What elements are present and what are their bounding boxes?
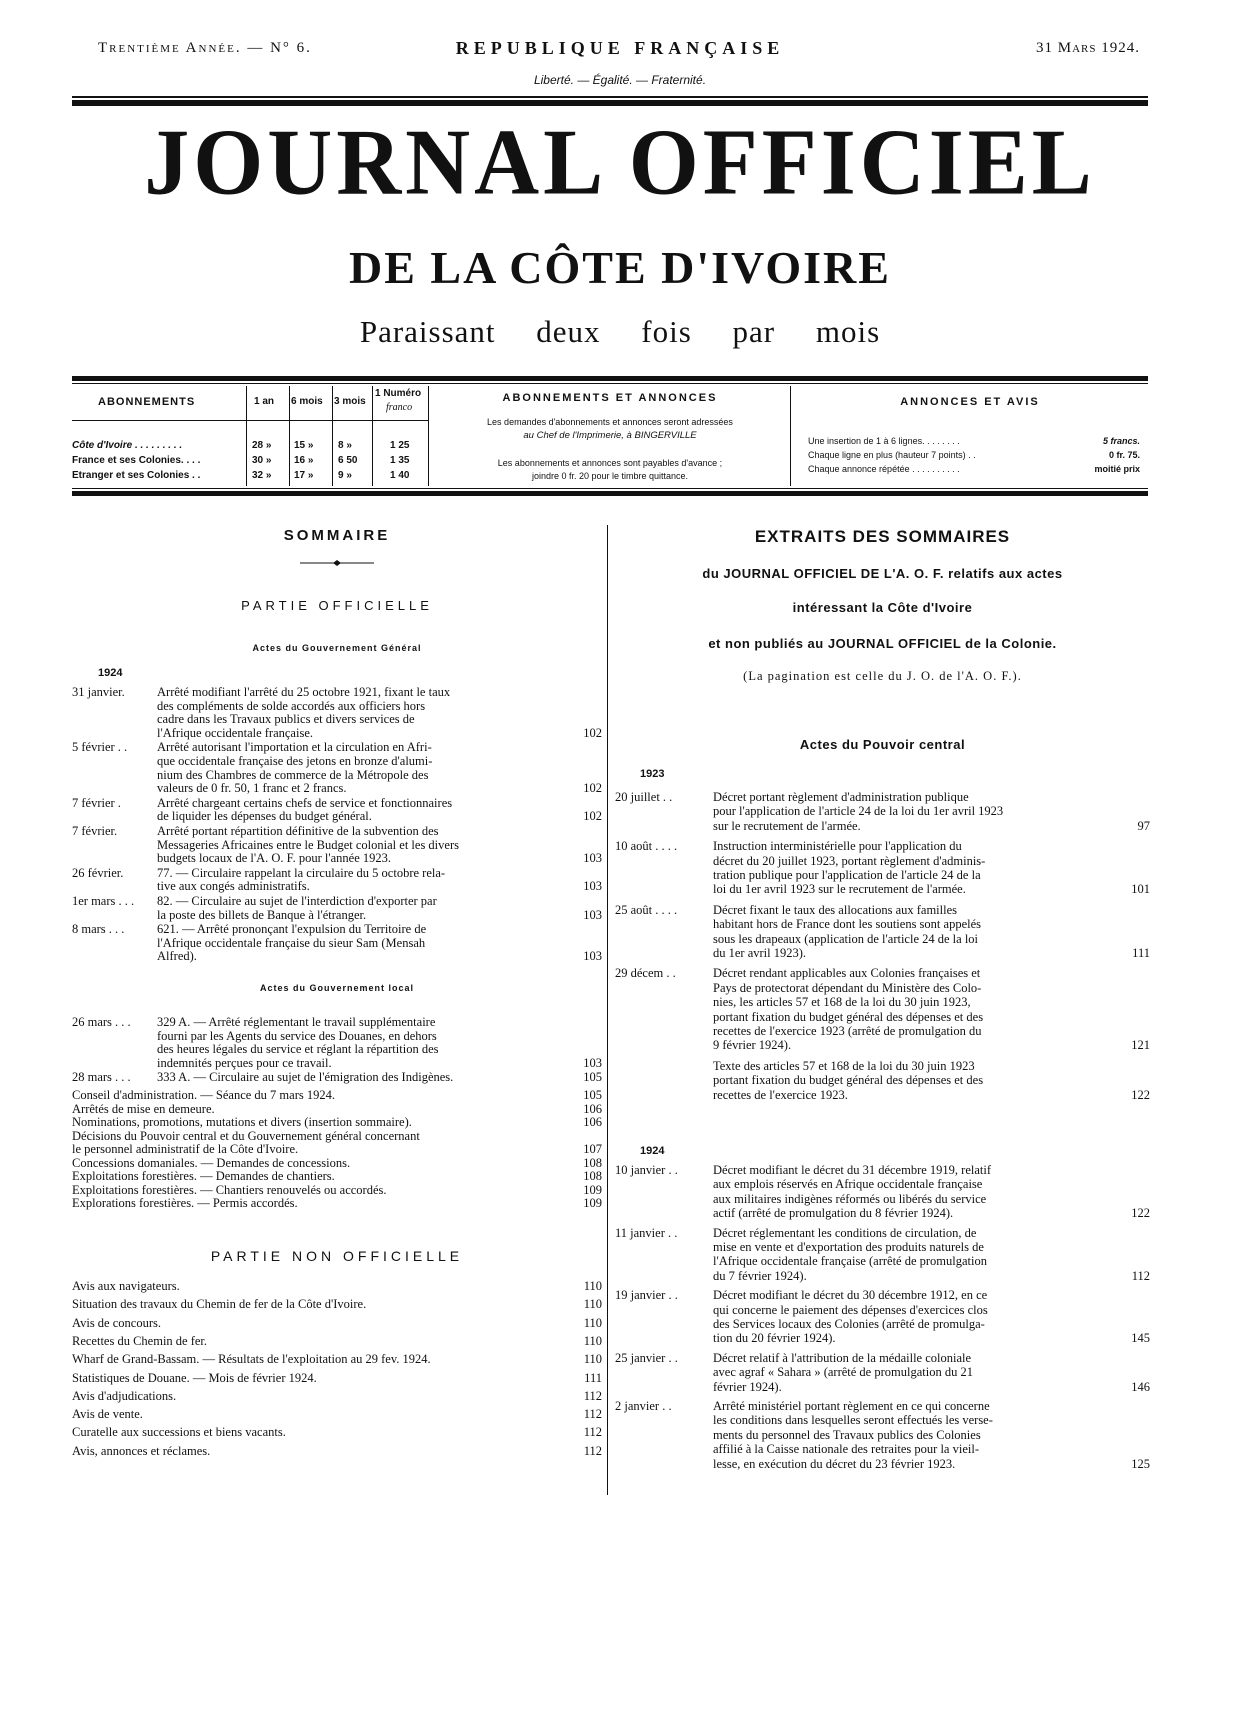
entry-date: 29 décem . . bbox=[615, 966, 676, 981]
toc-entry bbox=[72, 1015, 602, 1069]
entry-page: 111 bbox=[1132, 945, 1150, 960]
line-text: Situation des travaux du Chemin de fer de la Côte d'Ivoire. bbox=[72, 1297, 367, 1312]
entry-text: lesse, en exécution du décret du 23 février 1923. bbox=[713, 1456, 956, 1471]
entry-date: 11 janvier . . bbox=[615, 1225, 678, 1240]
actes-gl-heading: Actes du Gouvernement local bbox=[259, 983, 415, 993]
ornament-divider bbox=[300, 559, 374, 568]
subscription-row bbox=[72, 470, 412, 484]
entry-text: décret du 20 juillet 1923, portant règlement d'adminis- bbox=[713, 853, 986, 868]
entry-text: sous les drapeaux (application de l'article 24 de la loi bbox=[713, 931, 979, 946]
entry-page: 103 bbox=[583, 1055, 602, 1070]
entry-text: tration publique pour l'application de l'article 24 de la bbox=[713, 867, 981, 882]
entry-text: Arrêté autorisant l'importation et la circulation en Afri- bbox=[157, 740, 432, 755]
masthead-frequency: Paraissant deux fois par mois bbox=[359, 314, 881, 349]
line-page: 112 bbox=[583, 1388, 602, 1403]
ornament-divider-icon bbox=[300, 559, 374, 567]
entry-text: actif (arrêté de promulgation du 8 février 1924). bbox=[713, 1206, 954, 1221]
col-numero: 1 Numéro bbox=[375, 388, 422, 399]
entry-text: fourni par les Agents du service des Douanes, en dehors bbox=[157, 1028, 437, 1043]
toc-line bbox=[72, 1142, 602, 1156]
row-numero: 1 35 bbox=[390, 455, 410, 466]
row-1an: 32 » bbox=[252, 470, 272, 481]
issue-number: Trentième Année. — N° 6. bbox=[98, 40, 312, 56]
table-rule-top-thin bbox=[72, 383, 1148, 384]
entry-date: 5 février . . bbox=[72, 740, 128, 755]
rate-text: Chaque annonce répétée . . . . . . . . . . bbox=[808, 464, 960, 474]
toc-line bbox=[72, 1407, 602, 1425]
entry-page: 101 bbox=[1131, 882, 1150, 897]
entry-text: Décret modifiant le décret du 30 décembre 1912, en ce bbox=[713, 1288, 988, 1303]
right-heading: ANNONCES ET AVIS bbox=[900, 396, 1040, 408]
entry-text: aux emplois réservés en Afrique occidentale française bbox=[713, 1177, 983, 1192]
entry-date: 26 février. bbox=[72, 865, 124, 880]
entry-date: 8 mars . . . bbox=[72, 922, 125, 937]
mid-text: au Chef de l'Imprimerie, à BINGERVILLE bbox=[523, 430, 697, 441]
entry-text: Arrêté chargeant certains chefs de service et fonctionnaires bbox=[157, 795, 453, 810]
entry-text: 77. — Circulaire rappelant la circulaire du 5 octobre rela- bbox=[157, 865, 446, 880]
line-text: Statistiques de Douane. — Mois de février 1924. bbox=[72, 1370, 317, 1385]
row-6mois: 17 » bbox=[294, 470, 314, 481]
entry-text: mise en vente et d'exportation des produits naturels de bbox=[713, 1239, 984, 1254]
entry-text: Instruction interministérielle pour l'application du bbox=[713, 839, 962, 854]
table-divider bbox=[790, 386, 791, 486]
line-page: 107 bbox=[583, 1142, 602, 1156]
table-rule-top bbox=[72, 376, 1148, 381]
entry-text: portant fixation du budget général des dépenses et des bbox=[713, 1009, 984, 1024]
subscription-row bbox=[72, 455, 412, 469]
row-1an: 28 » bbox=[252, 440, 272, 451]
row-label: Côte d'Ivoire . . . . . . . . . bbox=[72, 440, 183, 451]
line-page: 110 bbox=[583, 1279, 602, 1293]
line-text: Décisions du Pouvoir central et du Gouvernement général concernant bbox=[72, 1128, 420, 1143]
table-rule-bottom bbox=[72, 491, 1148, 496]
entry-text: du 1er avril 1923). bbox=[713, 945, 807, 960]
toc-line bbox=[72, 1115, 602, 1129]
entry-text: 9 février 1924). bbox=[713, 1038, 792, 1053]
sommaire-heading: SOMMAIRE bbox=[283, 527, 391, 544]
entry-text: tion du 20 février 1924). bbox=[713, 1331, 836, 1346]
entry-text: sur le recrutement de l'armée. bbox=[713, 818, 861, 833]
entry-text: l'Afrique occidentale française du sieur Sam (Mensah bbox=[157, 935, 426, 950]
line-page: 112 bbox=[583, 1407, 602, 1422]
entry-date: 28 mars . . . bbox=[72, 1070, 131, 1085]
table-divider bbox=[428, 386, 429, 486]
toc-entry bbox=[72, 685, 602, 739]
entry-text: qui concerne le paiement des dépenses d'exercices clos bbox=[713, 1302, 988, 1317]
entry-text: l'Afrique occidentale française (arrêté de promulgation bbox=[713, 1254, 987, 1269]
row-numero: 1 25 bbox=[390, 440, 410, 451]
row-label: Etranger et ses Colonies . . bbox=[72, 470, 201, 481]
toc-line bbox=[72, 1297, 602, 1315]
toc-line bbox=[72, 1444, 602, 1462]
mid-text: Les demandes d'abonnements et annonces seront adressées bbox=[487, 417, 733, 427]
actes-gg-heading: Actes du Gouvernement Général bbox=[252, 643, 422, 653]
column-divider bbox=[607, 525, 608, 1495]
entry-date: 25 janvier . . bbox=[615, 1350, 678, 1365]
entry-text: pour l'application de l'article 24 de la loi du 1er avril 1923 bbox=[713, 804, 1004, 819]
entry-page: 102 bbox=[583, 781, 602, 796]
entry-page: 97 bbox=[1137, 818, 1150, 833]
toc-entry bbox=[72, 866, 602, 893]
entry-page: 103 bbox=[583, 851, 602, 866]
masthead-subtitle: DE LA CÔTE D'IVOIRE bbox=[349, 242, 891, 293]
entry-text: Décret portant règlement d'administration publique bbox=[713, 790, 969, 804]
entry-text: 621. — Arrêté prononçant l'expulsion du Territoire de bbox=[157, 922, 427, 937]
toc-line bbox=[72, 1088, 602, 1102]
line-page: 109 bbox=[583, 1196, 602, 1210]
entry-text: nies, les articles 57 et 168 de la loi du 30 juin 1923, bbox=[713, 995, 971, 1010]
line-text: Curatelle aux successions et biens vacants. bbox=[72, 1425, 286, 1440]
toc-entry bbox=[72, 1070, 602, 1084]
masthead-title: JOURNAL OFFICIEL bbox=[144, 110, 1096, 215]
entry-text: cadre dans les Travaux publics et divers services de bbox=[157, 712, 415, 727]
toc-line bbox=[72, 1425, 602, 1443]
line-text: Conseil d'administration. — Séance du 7 mars 1924. bbox=[72, 1088, 335, 1102]
toc-entry bbox=[615, 1226, 1150, 1284]
entry-text: 329 A. — Arrêté réglementant le travail supplémentaire bbox=[157, 1015, 436, 1029]
entry-text: Arrêté modifiant l'arrêté du 25 octobre 1921, fixant le taux bbox=[157, 685, 451, 699]
toc-line bbox=[72, 1156, 602, 1170]
entry-text: tive aux congés administratifs. bbox=[157, 879, 310, 894]
entry-date: 10 août . . . . bbox=[615, 839, 678, 854]
line-page: 106 bbox=[583, 1115, 602, 1129]
entry-page: 102 bbox=[583, 725, 602, 740]
toc-entry bbox=[72, 824, 602, 865]
entry-text: les conditions dans lesquelles seront effectués les verse- bbox=[713, 1413, 993, 1428]
toc-line bbox=[72, 1389, 602, 1407]
actes-pc-heading: Actes du Pouvoir central bbox=[799, 737, 966, 752]
line-text: Avis de vente. bbox=[72, 1407, 143, 1422]
entry-text: Arrêté portant répartition définitive de la subvention des bbox=[157, 824, 439, 838]
entry-text: Décret fixant le taux des allocations aux familles bbox=[713, 902, 958, 917]
entry-text: habitant hors de France dont les soutiens sont appelés bbox=[713, 917, 981, 932]
line-page: 110 bbox=[583, 1333, 602, 1348]
entry-page: 103 bbox=[583, 907, 602, 922]
header-rule-thin bbox=[72, 96, 1148, 98]
line-page: 110 bbox=[583, 1315, 602, 1330]
col-6mois: 6 mois bbox=[291, 396, 323, 407]
entry-page: 146 bbox=[1131, 1379, 1150, 1394]
line-text: Avis d'adjudications. bbox=[72, 1388, 177, 1403]
toc-entry bbox=[615, 1351, 1150, 1394]
extraits-subtitle: du JOURNAL OFFICIEL DE L'A. O. F. relatifs aux actes bbox=[702, 566, 1063, 581]
line-page: 110 bbox=[583, 1297, 602, 1312]
subscriptions-heading: ABONNEMENTS bbox=[98, 396, 196, 408]
entry-text: nium des Chambres de commerce de la Métropole des bbox=[157, 767, 429, 782]
entry-text: de liquider les dépenses du budget général. bbox=[157, 809, 372, 824]
toc-entry bbox=[72, 740, 602, 794]
toc-entry bbox=[72, 922, 602, 963]
row-label: France et ses Colonies. . . . bbox=[72, 455, 201, 466]
entry-text: la poste des billets de Banque à l'étranger. bbox=[157, 907, 367, 922]
entry-date: 7 février . bbox=[72, 795, 121, 810]
entry-page: 145 bbox=[1131, 1331, 1150, 1346]
partie-officielle-heading: PARTIE OFFICIELLE bbox=[241, 598, 433, 613]
line-text: Avis de concours. bbox=[72, 1315, 161, 1330]
toc-entry bbox=[615, 903, 1150, 961]
entry-text: Messageries Africaines entre le Budget colonial et les divers bbox=[157, 837, 459, 852]
extraits-title: EXTRAITS DES SOMMAIRES bbox=[754, 527, 1011, 546]
extraits-subtitle: intéressant la Côte d'Ivoire bbox=[792, 600, 973, 615]
entry-page: 103 bbox=[583, 879, 602, 894]
entry-date: 19 janvier . . bbox=[615, 1288, 678, 1303]
republic-heading: REPUBLIQUE FRANÇAISE bbox=[455, 38, 785, 58]
entry-text: des compléments de solde accordés aux officiers hors bbox=[157, 698, 426, 713]
toc-entry bbox=[615, 790, 1150, 833]
toc-line bbox=[72, 1169, 602, 1183]
entry-text: Décret rendant applicables aux Colonies françaises et bbox=[713, 966, 981, 981]
rate-text: Chaque ligne en plus (hauteur 7 points) . . bbox=[808, 450, 976, 460]
rate-text: Une insertion de 1 à 6 lignes. . . . . . . . bbox=[808, 436, 960, 446]
entry-text: aux militaires indigènes réformés ou libérés du service bbox=[713, 1191, 987, 1206]
col-franco: franco bbox=[386, 402, 413, 413]
entry-date: 25 août . . . . bbox=[615, 902, 678, 917]
line-text: Concessions domaniales. — Demandes de concessions. bbox=[72, 1155, 351, 1170]
toc-entry bbox=[615, 1288, 1150, 1346]
extraits-subtitle: et non publiés au JOURNAL OFFICIEL de la Colonie. bbox=[708, 636, 1057, 651]
header-rule-thick bbox=[72, 100, 1148, 106]
line-text: Avis aux navigateurs. bbox=[72, 1279, 180, 1293]
entry-page: 122 bbox=[1131, 1206, 1150, 1221]
entry-page: 105 bbox=[583, 1070, 602, 1085]
mid-heading: ABONNEMENTS ET ANNONCES bbox=[502, 392, 718, 404]
entry-text: recettes de l'exercice 1923 (arrêté de promulgation du bbox=[713, 1023, 982, 1038]
entry-text: 82. — Circulaire au sujet de l'interdiction d'exporter par bbox=[157, 894, 437, 908]
issue-date: 31 Mars 1924. bbox=[1036, 40, 1140, 56]
year-label: 1924 bbox=[98, 667, 123, 679]
year-label: 1923 bbox=[640, 768, 665, 780]
toc-entry bbox=[615, 966, 1150, 1052]
col-3mois: 3 mois bbox=[334, 396, 366, 407]
entry-date: 20 juillet . . bbox=[615, 790, 673, 804]
entry-text: affilié à la Caisse nationale des retraites pour la vieil- bbox=[713, 1442, 979, 1457]
row-6mois: 16 » bbox=[294, 455, 314, 466]
mid-text: Les abonnements et annonces sont payables d'avance ; bbox=[497, 458, 723, 468]
toc-line bbox=[72, 1183, 602, 1197]
entry-text: des heures légales du service et réglant la répartition des bbox=[157, 1042, 439, 1057]
entry-page: 103 bbox=[583, 949, 602, 964]
entry-text: Arrêté ministériel portant règlement en ce qui concerne bbox=[713, 1399, 990, 1413]
toc-line bbox=[72, 1334, 602, 1352]
row-3mois: 8 » bbox=[338, 440, 352, 451]
line-page: 109 bbox=[583, 1182, 602, 1197]
entry-page: 125 bbox=[1131, 1456, 1150, 1471]
line-page: 108 bbox=[583, 1169, 602, 1183]
toc-entry bbox=[615, 839, 1150, 897]
pagination-note: (La pagination est celle du J. O. de l'A. O. F.). bbox=[743, 669, 1022, 683]
rate-price: moitié prix bbox=[1094, 464, 1140, 474]
line-page: 105 bbox=[583, 1088, 602, 1102]
toc-line bbox=[72, 1279, 602, 1297]
entry-date: 7 février. bbox=[72, 824, 118, 838]
row-3mois: 6 50 bbox=[338, 455, 358, 466]
entry-page: 112 bbox=[1131, 1268, 1150, 1283]
entry-date: 31 janvier. bbox=[72, 685, 125, 699]
line-text: le personnel administratif de la Côte d'Ivoire. bbox=[72, 1142, 299, 1156]
line-page: 112 bbox=[583, 1425, 602, 1440]
toc-line bbox=[72, 1129, 602, 1143]
line-text: Exploitations forestières. — Demandes de chantiers. bbox=[72, 1169, 335, 1183]
toc-entry bbox=[72, 894, 602, 921]
line-text: Nominations, promotions, mutations et divers (insertion sommaire). bbox=[72, 1115, 412, 1129]
line-text: Recettes du Chemin de fer. bbox=[72, 1333, 208, 1348]
rate-price: 0 fr. 75. bbox=[1108, 450, 1140, 460]
entry-text: que occidentale française des jetons en bronze d'alumi- bbox=[157, 753, 433, 768]
line-page: 111 bbox=[584, 1370, 602, 1385]
row-numero: 1 40 bbox=[390, 470, 410, 481]
entry-page: 122 bbox=[1131, 1087, 1150, 1102]
line-text: Wharf de Grand-Bassam. — Résultats de l'exploitation au 29 fev. 1924. bbox=[72, 1352, 431, 1367]
line-page: 110 bbox=[583, 1352, 602, 1367]
entry-text: budgets locaux de l'A. O. F. pour l'année 1923. bbox=[157, 851, 392, 866]
line-text: Arrêtés de mise en demeure. bbox=[72, 1101, 215, 1116]
line-page: 108 bbox=[583, 1155, 602, 1170]
entry-text: ments du personnel des Travaux publics des Colonies bbox=[713, 1427, 981, 1442]
entry-text: valeurs de 0 fr. 50, 1 franc et 2 francs. bbox=[157, 781, 347, 796]
subscription-row bbox=[72, 440, 412, 454]
line-text: Avis, annonces et réclames. bbox=[72, 1443, 211, 1458]
row-6mois: 15 » bbox=[294, 440, 314, 451]
motto: Liberté. — Égalité. — Fraternité. bbox=[533, 73, 707, 87]
entry-text: Décret relatif à l'attribution de la médaille coloniale bbox=[713, 1350, 972, 1365]
row-3mois: 9 » bbox=[338, 470, 352, 481]
mid-text: joindre 0 fr. 20 pour le timbre quittance. bbox=[531, 471, 689, 481]
entry-text: février 1924). bbox=[713, 1379, 782, 1394]
entry-text: Décret réglementant les conditions de circulation, de bbox=[713, 1225, 977, 1240]
line-page: 106 bbox=[583, 1101, 602, 1116]
entry-date: 2 janvier . . bbox=[615, 1399, 672, 1413]
entry-text: Pays de protectorat dépendant du Ministère des Colo- bbox=[713, 980, 982, 995]
entry-text: Texte des articles 57 et 168 de la loi du 30 juin 1923 bbox=[713, 1058, 975, 1073]
entry-text: portant fixation du budget général des dépenses et des bbox=[713, 1073, 984, 1088]
entry-page: 102 bbox=[583, 809, 602, 824]
entry-text: Décret modifiant le décret du 31 décembre 1919, relatif bbox=[713, 1163, 992, 1177]
toc-line bbox=[72, 1371, 602, 1389]
toc-entry bbox=[615, 1059, 1150, 1102]
entry-text: Alfred). bbox=[157, 949, 197, 964]
entry-text: avec agraf « Sahara » (arrêté de promulgation du 21 bbox=[713, 1365, 973, 1380]
toc-line bbox=[72, 1102, 602, 1116]
year-label: 1924 bbox=[640, 1145, 665, 1157]
toc-entry bbox=[615, 1399, 1150, 1471]
entry-text: du 7 février 1924). bbox=[713, 1268, 807, 1283]
entry-date: 26 mars . . . bbox=[72, 1015, 131, 1029]
entry-text: indemnités perçues pour ce travail. bbox=[157, 1055, 332, 1070]
line-text: Explorations forestières. — Permis accordés. bbox=[72, 1196, 298, 1210]
entry-text: 333 A. — Circulaire au sujet de l'émigration des Indigènes. bbox=[157, 1070, 454, 1085]
toc-entry bbox=[72, 796, 602, 823]
entry-date: 1er mars . . . bbox=[72, 894, 135, 908]
entry-text: l'Afrique occidentale française. bbox=[157, 725, 313, 740]
entry-date: 10 janvier . . bbox=[615, 1163, 678, 1177]
table-rule-bottom-thin bbox=[72, 488, 1148, 489]
entry-text: loi du 1er avril 1923 sur le recrutement de l'armée. bbox=[713, 882, 966, 897]
rate-price: 5 francs. bbox=[1102, 436, 1140, 446]
toc-line bbox=[72, 1196, 602, 1210]
line-text: Exploitations forestières. — Chantiers renouvelés ou accordés. bbox=[72, 1182, 387, 1197]
toc-entry bbox=[615, 1163, 1150, 1221]
entry-page: 121 bbox=[1131, 1038, 1150, 1053]
entry-text: des Services locaux des Colonies (arrêté de promulga- bbox=[713, 1316, 985, 1331]
row-1an: 30 » bbox=[252, 455, 272, 466]
entry-text: recettes de l'exercice 1923. bbox=[713, 1087, 848, 1102]
line-page: 112 bbox=[583, 1443, 602, 1458]
col-1an: 1 an bbox=[254, 396, 275, 407]
partie-non-officielle-heading: PARTIE NON OFFICIELLE bbox=[210, 1248, 464, 1264]
toc-line bbox=[72, 1316, 602, 1334]
table-row-rule bbox=[72, 420, 428, 421]
toc-line bbox=[72, 1352, 602, 1370]
